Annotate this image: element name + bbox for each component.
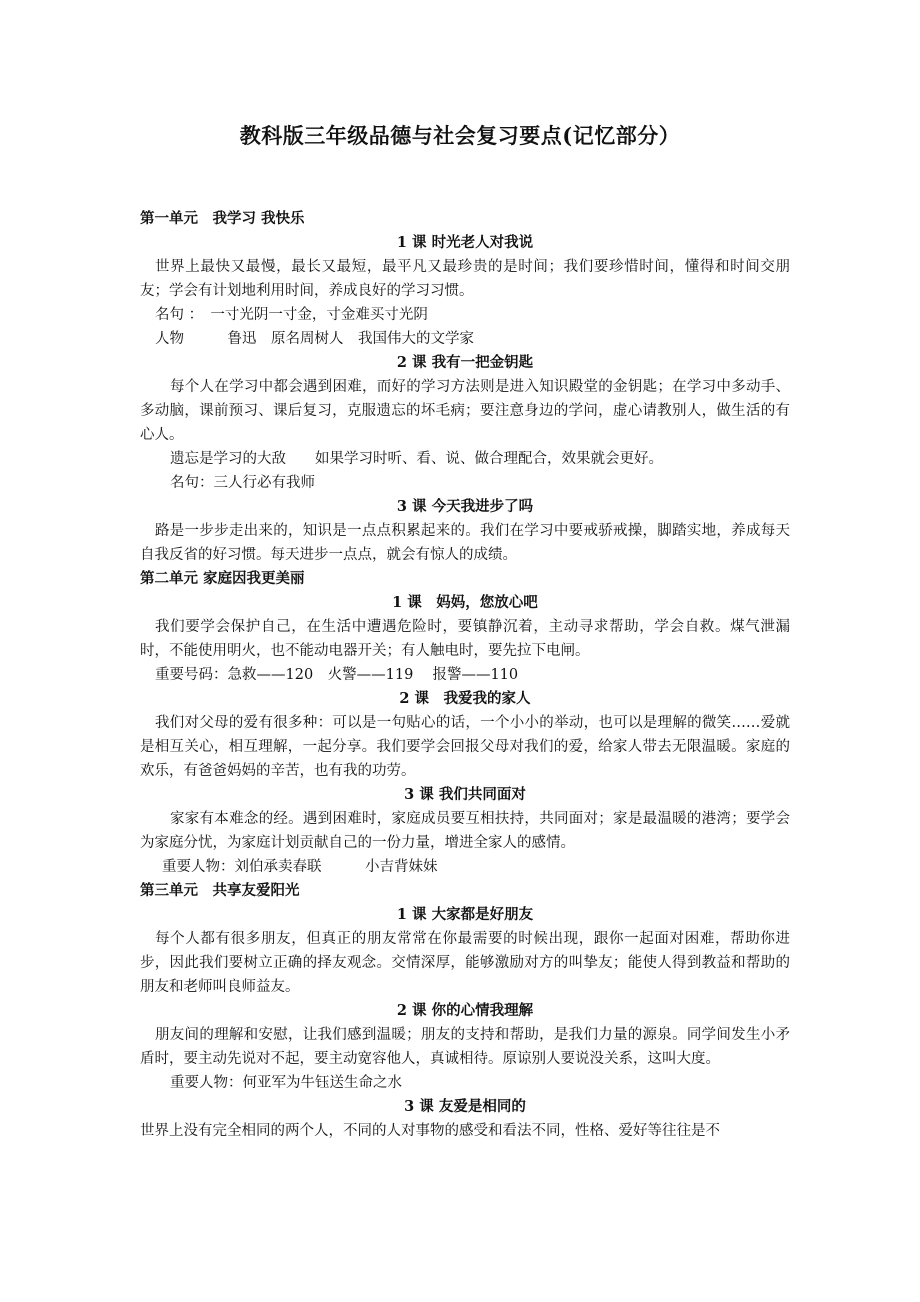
lesson-paragraph: 朋友间的理解和安慰，让我们感到温暖；朋友的支持和帮助，是我们力量的源泉。同学间发生小矛盾时，要主动先说对不起，要主动宽容他人，真诚相待。原谅别人要说没关系，这叫大度。 xyxy=(140,1027,790,1067)
lesson-heading: 3 课 今天我进步了吗 xyxy=(396,498,534,515)
unit-heading: 第二单元 家庭因我更美丽 xyxy=(140,570,305,587)
lesson-paragraph: 我们要学会保护自己，在生活中遭遇危险时，要镇静沉着，主动寻求帮助，学会自救。煤气泄漏时，不能使用明火，也不能动电器开关；有人触电时，要先拉下电闸。 xyxy=(140,619,790,659)
note-line: 遗忘是学习的大敌 如果学习时听、看、说、做合理配合，效果就会更好。 xyxy=(170,451,663,467)
lesson-paragraph: 路是一步步走出来的，知识是一点点积累起来的。我们在学习中要戒骄戒操，脚踏实地，养成每天自我反省的好习惯。每天进步一点点，就会有惊人的成绩。 xyxy=(140,523,790,563)
person-line: 人物 鲁迅 原名周树人 我国伟大的文学家 xyxy=(155,331,474,347)
lesson-heading: 2 课 你的心情我理解 xyxy=(396,1002,534,1019)
lesson-heading: 1 课 时光老人对我说 xyxy=(396,234,534,251)
document-body xyxy=(140,207,790,1143)
person-line: 重要人物：刘伯承卖春联 小吉背妹妹 xyxy=(162,859,438,875)
document-title: 教科版三年级品德与社会复习要点(记忆部分） xyxy=(239,123,681,148)
lesson-heading: 2 课 我爱我的家人 xyxy=(399,690,531,707)
phone-numbers-line: 重要号码：急救——120 火警——119 报警——110 xyxy=(155,667,519,683)
quote-line: 名句 ： 一寸光阴一寸金，寸金难买寸光阴 xyxy=(155,307,428,323)
lesson-paragraph: 世界上最快又最慢，最长又最短，最平凡又最珍贵的是时间；我们要珍惜时间，懂得和时间交朋友；学会有计划地利用时间，养成良好的学习习惯。 xyxy=(140,259,790,299)
lesson-paragraph: 我们对父母的爱有很多种：可以是一句贴心的话，一个小小的举动，也可以是理解的微笑……爱就是相互关心，相互理解，一起分享。我们要学会回报父母对我们的爱，给家人带去无限温暖。家庭的欢乐，有爸爸妈妈的辛苦，也有我的功劳。 xyxy=(140,715,790,779)
person-line: 重要人物：何亚军为牛钰送生命之水 xyxy=(170,1075,402,1091)
lesson-paragraph: 每个人都有很多朋友，但真正的朋友常常在你最需要的时候出现，跟你一起面对困难，帮助你进步，因此我们要树立正确的择友观念。交情深厚，能够激励对方的叫挚友；能使人得到教益和帮助的朋友和老师叫良师益友。 xyxy=(140,931,790,995)
lesson-paragraph: 世界上没有完全相同的两个人，不同的人对事物的感受和看法不同，性格、爱好等往往是不 xyxy=(140,1123,720,1139)
lesson-paragraph: 每个人在学习中都会遇到困难，而好的学习方法则是进入知识殿堂的金钥匙；在学习中多动手、多动脑，课前预习、课后复习，克服遗忘的坏毛病；要注意身边的学问，虚心请教别人，做生活的有心人。 xyxy=(140,379,790,443)
lesson-heading: 3 课 我们共同面对 xyxy=(404,786,526,803)
lesson-heading: 1 课 妈妈，您放心吧 xyxy=(392,594,538,611)
lesson-heading: 3 课 友爱是相同的 xyxy=(404,1098,526,1115)
quote-line: 名句：三人行必有我师 xyxy=(170,475,315,491)
unit-heading: 第一单元 我学习 我快乐 xyxy=(140,210,305,227)
lesson-heading: 1 课 大家都是好朋友 xyxy=(396,906,534,923)
lesson-paragraph: 家家有本难念的经。遇到困难时，家庭成员要互相扶持，共同面对；家是最温暖的港湾；要学会为家庭分忧，为家庭计划贡献自己的一份力量，增进全家人的感情。 xyxy=(140,811,790,851)
lesson-heading: 2 课 我有一把金钥匙 xyxy=(396,354,534,371)
unit-heading: 第三单元 共享友爱阳光 xyxy=(140,882,300,899)
